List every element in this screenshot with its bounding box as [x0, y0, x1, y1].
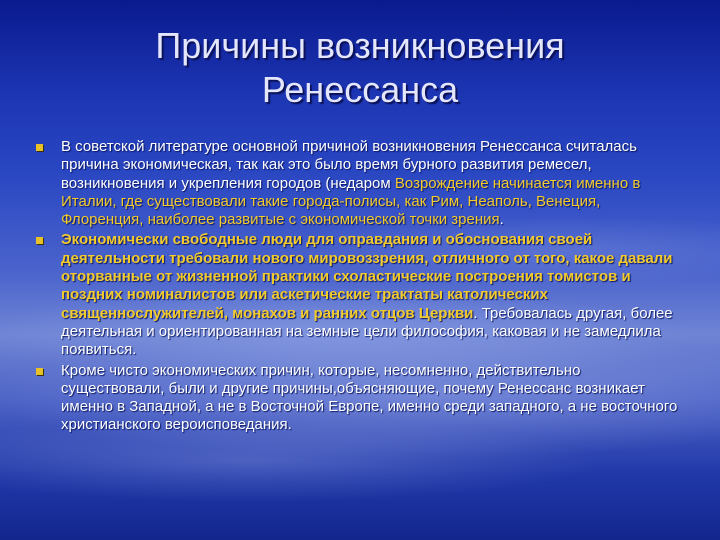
bullet-item-other-causes — [36, 362, 686, 435]
bullet-1-highlight: Возрождение начинается именно в Италии, где существовали такие города-полисы, как Рим, Неаполь, Венеция, Флоренция, наиболее развитые с экономической точки зрения — [61, 174, 641, 229]
slide-title — [0, 24, 720, 112]
square-bullet-icon — [36, 237, 43, 244]
square-bullet-icon — [36, 144, 43, 151]
bullet-list — [36, 138, 686, 437]
slide-title-line-2: Ренессанса — [261, 69, 459, 110]
bullet-item-free-people — [36, 231, 686, 359]
bullet-2-text: . Требовалась другая, более деятельная и ориентированная на земные цели философия, каковая и не замедлила появиться. — [61, 304, 673, 359]
square-bullet-icon — [36, 368, 43, 375]
bullet-1-end: . — [499, 211, 504, 229]
slide-title-line-1: Причины возникновения — [155, 25, 565, 66]
bullet-2-bold: Экономически свободные люди для оправдания и обоснования своей деятельности требовали нового мировоззрения, отличного от того, какое давали оторванные от жизненной практики схоластические построения томистов и поздних номиналистов или аскетические трактаты католических священнослужителей, монахов и ранних отцов Церкви — [61, 231, 673, 322]
bullet-item-economic-cause — [36, 138, 686, 229]
bullet-1-text: В советской литературе основной причиной возникновения Ренессанса считалась причина экономическая, так как это было время бурного развития ремесел, возникновения и укрепления городов (недаром — [61, 138, 637, 192]
bullet-3-text: Кроме чисто экономических причин, которые, несомненно, действительно существовали, были и другие причины,объясняющие, почему Ренессанс возникает именно в Западной, а не в Восточной Европе, именно среди западного, а не восточного христианского вероисповедания. — [61, 361, 678, 434]
